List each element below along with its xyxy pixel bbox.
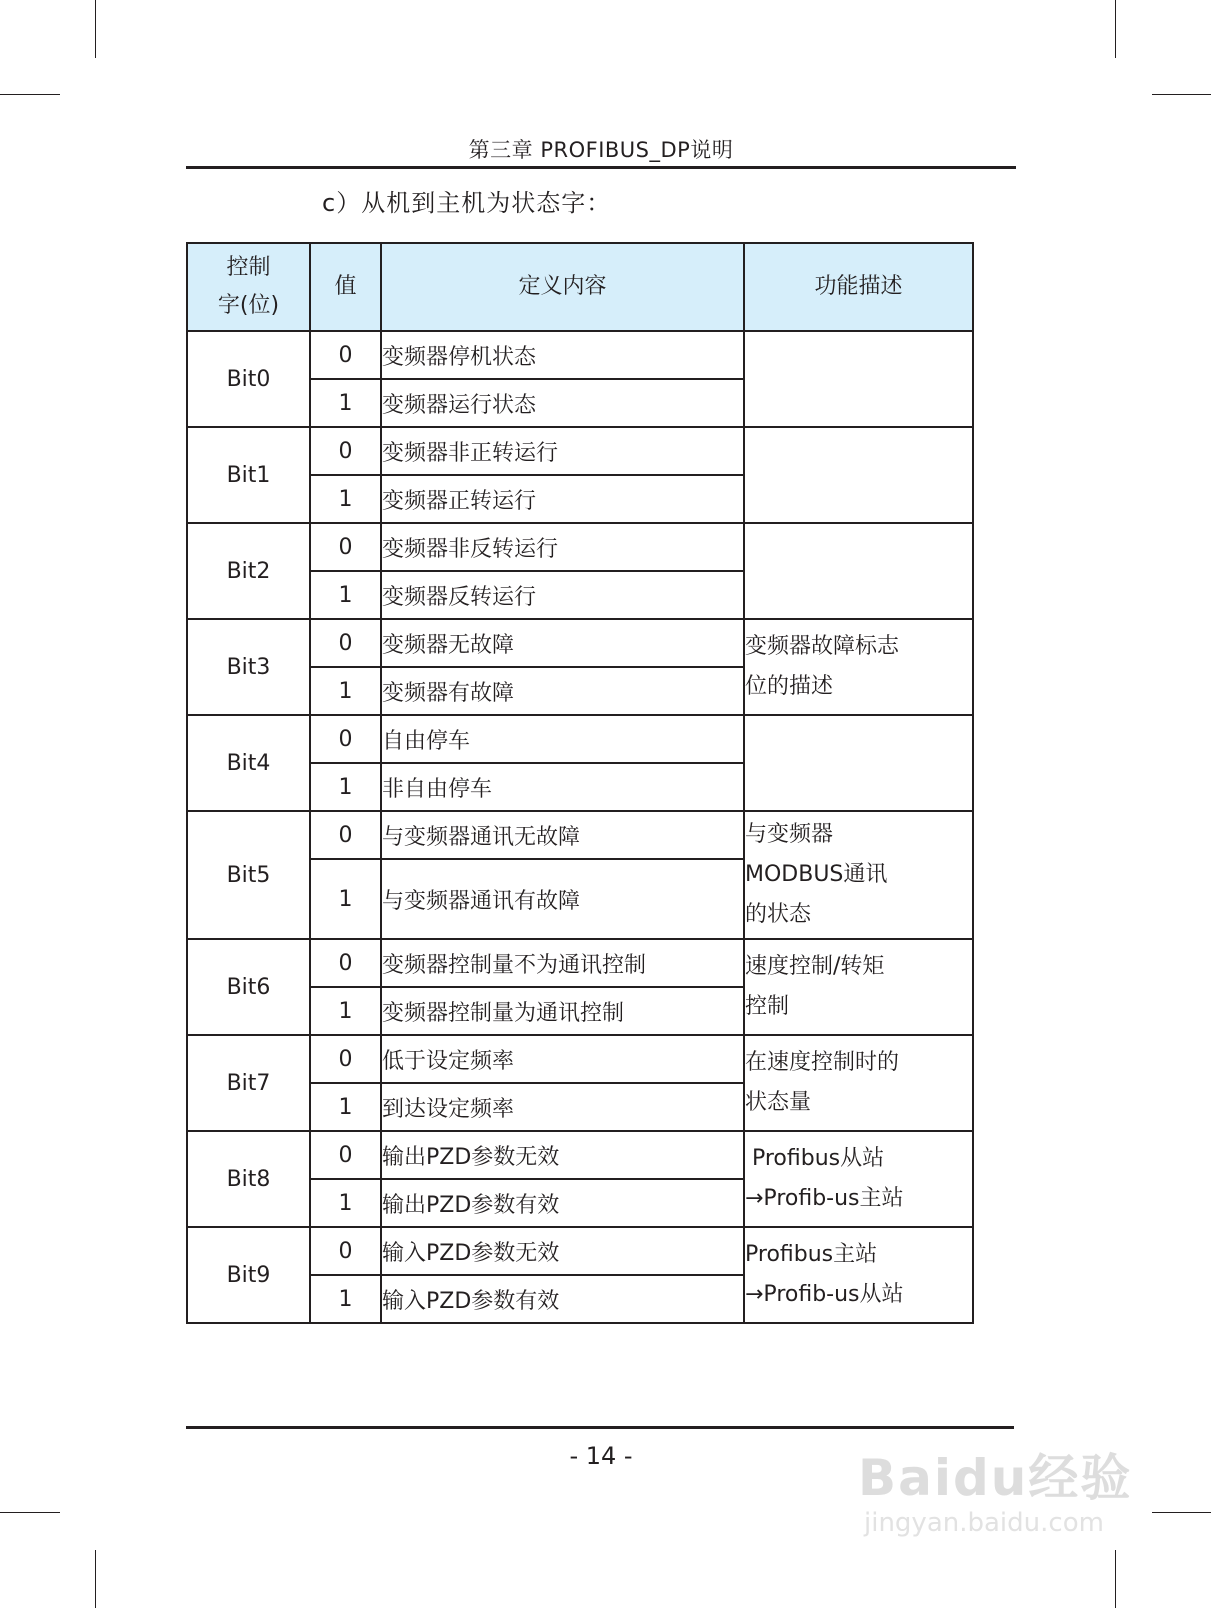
function-cell xyxy=(744,1131,973,1227)
table-header-row xyxy=(187,243,973,331)
chapter-header: 第三章 PROFIBUS_DP说明 xyxy=(468,138,734,162)
status-word-table xyxy=(186,242,974,1324)
header-rule xyxy=(186,166,1016,169)
table-row xyxy=(187,715,973,763)
bit-cell: Bit6 xyxy=(187,939,310,1035)
function-cell xyxy=(744,619,973,715)
definition-cell: 变频器运行状态 xyxy=(381,379,744,427)
value-cell: 1 xyxy=(310,1275,381,1323)
table-row xyxy=(187,1227,973,1275)
function-cell xyxy=(744,427,973,523)
definition-cell: 输出PZD参数有效 xyxy=(381,1179,744,1227)
crop-mark xyxy=(95,1550,96,1608)
column-header-definition: 定义内容 xyxy=(381,243,744,331)
watermark xyxy=(858,1438,1148,1548)
bit-cell: Bit0 xyxy=(187,331,310,427)
crop-mark xyxy=(1115,1550,1116,1608)
value-cell: 0 xyxy=(310,1035,381,1083)
function-line: 位的描述 xyxy=(745,674,834,699)
function-line: →Profib-us主站 xyxy=(745,1186,904,1211)
function-line: 速度控制/转矩 xyxy=(745,954,885,979)
value-cell: 1 xyxy=(310,1083,381,1131)
value-cell: 0 xyxy=(310,1227,381,1275)
definition-cell: 自由停车 xyxy=(381,715,744,763)
crop-mark xyxy=(95,0,96,58)
function-cell xyxy=(744,331,973,427)
value-cell: 1 xyxy=(310,379,381,427)
function-cell xyxy=(744,715,973,811)
table-row xyxy=(187,1131,973,1179)
function-cell xyxy=(744,939,973,1035)
value-cell: 1 xyxy=(310,1179,381,1227)
crop-mark xyxy=(1152,94,1211,95)
function-line: 状态量 xyxy=(745,1090,812,1115)
definition-cell: 非自由停车 xyxy=(381,763,744,811)
bit-cell: Bit7 xyxy=(187,1035,310,1131)
column-header-bit: 控制字(位) xyxy=(187,243,310,331)
definition-cell: 变频器停机状态 xyxy=(381,331,744,379)
definition-cell: 变频器控制量为通讯控制 xyxy=(381,987,744,1035)
value-cell: 1 xyxy=(310,667,381,715)
watermark-url: jingyan.baidu.com xyxy=(864,1508,1104,1538)
table-row xyxy=(187,619,973,667)
value-cell: 0 xyxy=(310,939,381,987)
bit-cell: Bit1 xyxy=(187,427,310,523)
value-cell: 1 xyxy=(310,475,381,523)
table-row xyxy=(187,331,973,379)
table-row xyxy=(187,523,973,571)
value-cell: 0 xyxy=(310,427,381,475)
value-cell: 1 xyxy=(310,763,381,811)
definition-cell: 输入PZD参数无效 xyxy=(381,1227,744,1275)
crop-mark xyxy=(1152,1512,1211,1513)
function-line: Profibus从站 xyxy=(745,1146,885,1171)
definition-cell: 输入PZD参数有效 xyxy=(381,1275,744,1323)
footer-rule xyxy=(186,1426,1014,1429)
crop-mark xyxy=(0,1512,60,1513)
bit-cell: Bit8 xyxy=(187,1131,310,1227)
function-cell xyxy=(744,811,973,939)
definition-cell: 变频器正转运行 xyxy=(381,475,744,523)
function-line: 的状态 xyxy=(745,902,812,927)
definition-cell: 变频器非反转运行 xyxy=(381,523,744,571)
value-cell: 0 xyxy=(310,715,381,763)
value-cell: 0 xyxy=(310,1131,381,1179)
function-line: Profibus主站 xyxy=(745,1242,878,1267)
definition-cell: 变频器有故障 xyxy=(381,667,744,715)
definition-cell: 到达设定频率 xyxy=(381,1083,744,1131)
table-row xyxy=(187,811,973,859)
definition-cell: 低于设定频率 xyxy=(381,1035,744,1083)
bit-cell: Bit2 xyxy=(187,523,310,619)
definition-cell: 输出PZD参数无效 xyxy=(381,1131,744,1179)
definition-cell: 与变频器通讯有故障 xyxy=(381,859,744,939)
table-row xyxy=(187,939,973,987)
value-cell: 0 xyxy=(310,523,381,571)
definition-cell: 变频器非正转运行 xyxy=(381,427,744,475)
value-cell: 0 xyxy=(310,331,381,379)
value-cell: 0 xyxy=(310,811,381,859)
column-header-function: 功能描述 xyxy=(744,243,973,331)
definition-cell: 变频器无故障 xyxy=(381,619,744,667)
watermark-logo: Baidu经验 xyxy=(858,1449,1133,1507)
bit-cell: Bit5 xyxy=(187,811,310,939)
page-number: - 14 - xyxy=(569,1442,633,1470)
value-cell: 0 xyxy=(310,619,381,667)
bit-cell: Bit4 xyxy=(187,715,310,811)
table-row xyxy=(187,427,973,475)
column-header-value: 值 xyxy=(310,243,381,331)
function-cell xyxy=(744,1227,973,1323)
function-line: 控制 xyxy=(745,994,790,1019)
crop-mark xyxy=(0,94,60,95)
definition-cell: 变频器控制量不为通讯控制 xyxy=(381,939,744,987)
function-cell xyxy=(744,523,973,619)
bit-cell: Bit3 xyxy=(187,619,310,715)
function-line: 与变频器 xyxy=(745,822,834,847)
definition-cell: 变频器反转运行 xyxy=(381,571,744,619)
function-line: 变频器故障标志 xyxy=(745,634,900,659)
value-cell: 1 xyxy=(310,571,381,619)
function-cell xyxy=(744,1035,973,1131)
intro-text: c）从机到主机为状态字： xyxy=(322,189,612,217)
function-line: 在速度控制时的 xyxy=(745,1050,900,1075)
value-cell: 1 xyxy=(310,859,381,939)
bit-cell: Bit9 xyxy=(187,1227,310,1323)
value-cell: 1 xyxy=(310,987,381,1035)
definition-cell: 与变频器通讯无故障 xyxy=(381,811,744,859)
table-row xyxy=(187,1035,973,1083)
crop-mark xyxy=(1115,0,1116,58)
function-line: →Profib-us从站 xyxy=(745,1282,904,1307)
function-line: MODBUS通讯 xyxy=(745,862,888,887)
